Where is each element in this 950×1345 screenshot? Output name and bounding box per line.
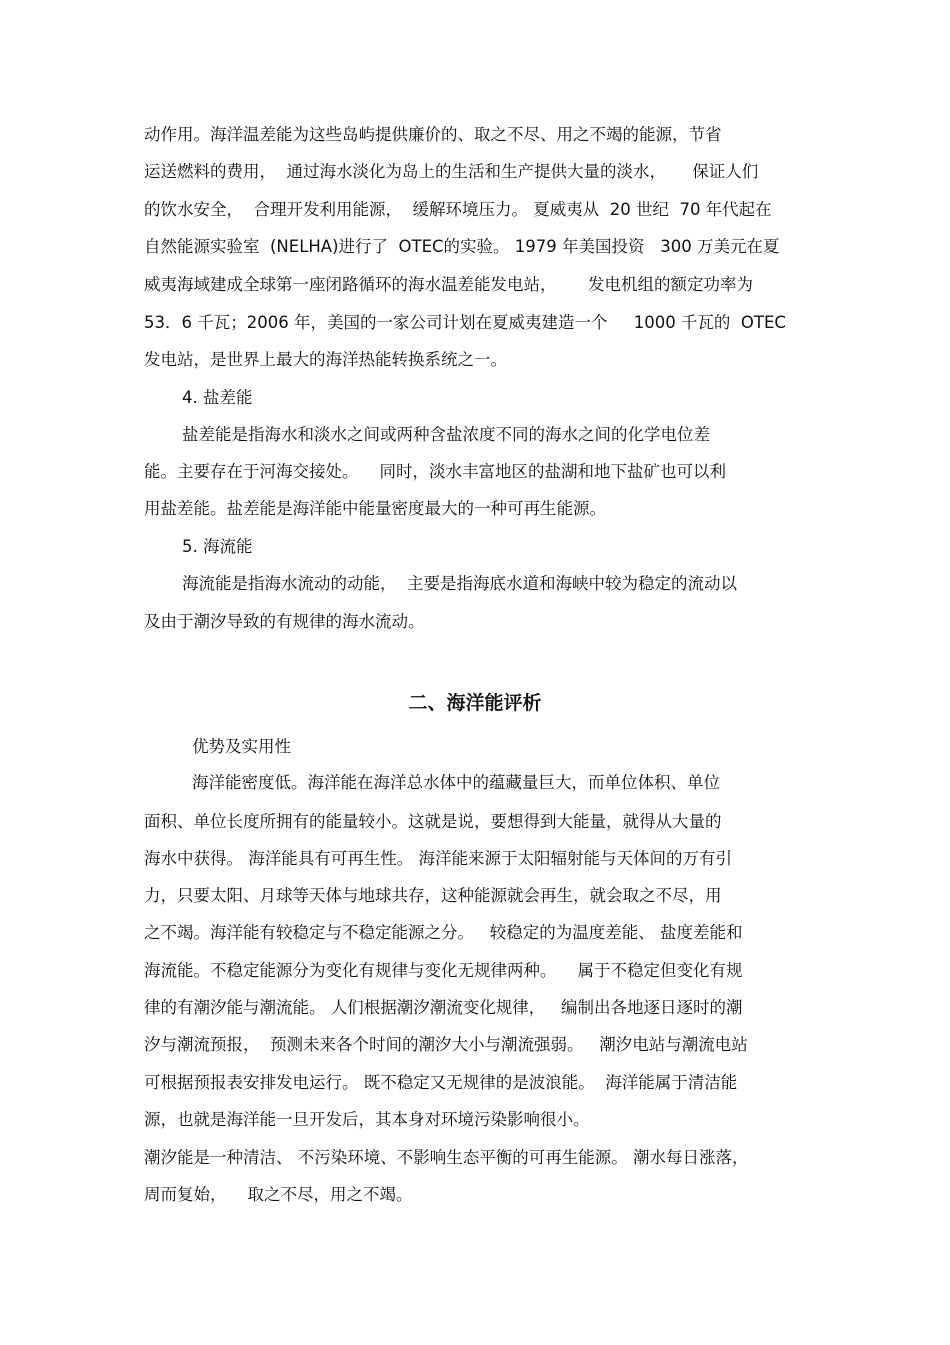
paragraph-line: 自然能源实验室 (NELHA)进行了 OTEC的实验。 1979 年美国投资 300 万美元在夏 xyxy=(144,237,780,256)
paragraph-line: 汐与潮流预报， 预测未来各个时间的潮汐大小与潮流强弱。 潮汐电站与潮流电站 xyxy=(144,1035,748,1054)
paragraph-line: 力，只要太阳、月球等天体与地球共存，这种能源就会再生，就会取之不尽，用 xyxy=(144,886,722,905)
subsection-heading-current: 5. 海流能 xyxy=(182,537,253,556)
section-subheading: 优势及实用性 xyxy=(192,737,291,756)
paragraph-line: 能。主要存在于河海交接处。 同时，淡水丰富地区的盐湖和地下盐矿也可以利 xyxy=(144,462,726,481)
paragraph-line: 可根据预报表安排发电运行。 既不稳定又无规律的是波浪能。 海洋能属于清洁能 xyxy=(144,1073,738,1092)
paragraph-line: 动作用。海洋温差能为这些岛屿提供廉价的、取之不尽、用之不竭的能源，节省 xyxy=(144,125,722,144)
paragraph-line: 及由于潮汐导致的有规律的海水流动。 xyxy=(144,612,425,631)
paragraph-line: 律的有潮汐能与潮流能。 人们根据潮汐潮流变化规律， 编制出各地逐日逐时的潮 xyxy=(144,998,743,1017)
paragraph-line: 面积、单位长度所拥有的能量较小。这就是说，要想得到大能量，就得从大量的 xyxy=(144,812,722,831)
paragraph-line: 周而复始， 取之不尽，用之不竭。 xyxy=(144,1185,413,1204)
paragraph-line: 的饮水安全， 合理开发利用能源， 缓解环境压力。 夏威夷从 20 世纪 70 年代起在 xyxy=(144,200,772,219)
paragraph-line: 运送燃料的费用， 通过海水淡化为岛上的生活和生产提供大量的淡水， 保证人们 xyxy=(144,162,759,181)
subsection-heading-salinity: 4. 盐差能 xyxy=(182,388,253,407)
paragraph-line: 海流能是指海水流动的动能， 主要是指海底水道和海峡中较为稳定的流动以 xyxy=(182,574,737,593)
paragraph-line: 潮汐能是一种清洁、 不污染环境、不影响生态平衡的可再生能源。 潮水每日涨落， xyxy=(144,1148,749,1167)
paragraph-line: 用盐差能。盐差能是海洋能中能量密度最大的一种可再生能源。 xyxy=(144,499,606,518)
paragraph-line: 海洋能密度低。海洋能在海洋总水体中的蕴藏量巨大，而单位体积、单位 xyxy=(192,773,720,792)
paragraph-line: 海流能。不稳定能源分为变化有规律与变化无规律两种。 属于不稳定但变化有规 xyxy=(144,961,743,980)
paragraph-line: 海水中获得。 海洋能具有可再生性。 海洋能来源于太阳辐射能与天体间的万有引 xyxy=(144,849,732,868)
paragraph-line: 之不竭。海洋能有较稳定与不稳定能源之分。 较稳定的为温度差能、 盐度差能和 xyxy=(144,923,743,942)
paragraph-line: 盐差能是指海水和淡水之间或两种含盐浓度不同的海水之间的化学电位差 xyxy=(182,425,710,444)
paragraph-line: 源，也就是海洋能一旦开发后，其本身对环境污染影响很小。 xyxy=(144,1110,590,1129)
paragraph-line: 发电站，是世界上最大的海洋热能转换系统之一。 xyxy=(144,350,507,369)
paragraph-line: 53．6 千瓦；2006 年，美国的一家公司计划在夏威夷建造一个 1000 千瓦的 OTEC xyxy=(144,313,786,332)
section-title: 二、海洋能评析 xyxy=(408,692,542,714)
paragraph-line: 威夷海域建成全球第一座闭路循环的海水温差能发电站， 发电机组的额定功率为 xyxy=(144,275,753,294)
